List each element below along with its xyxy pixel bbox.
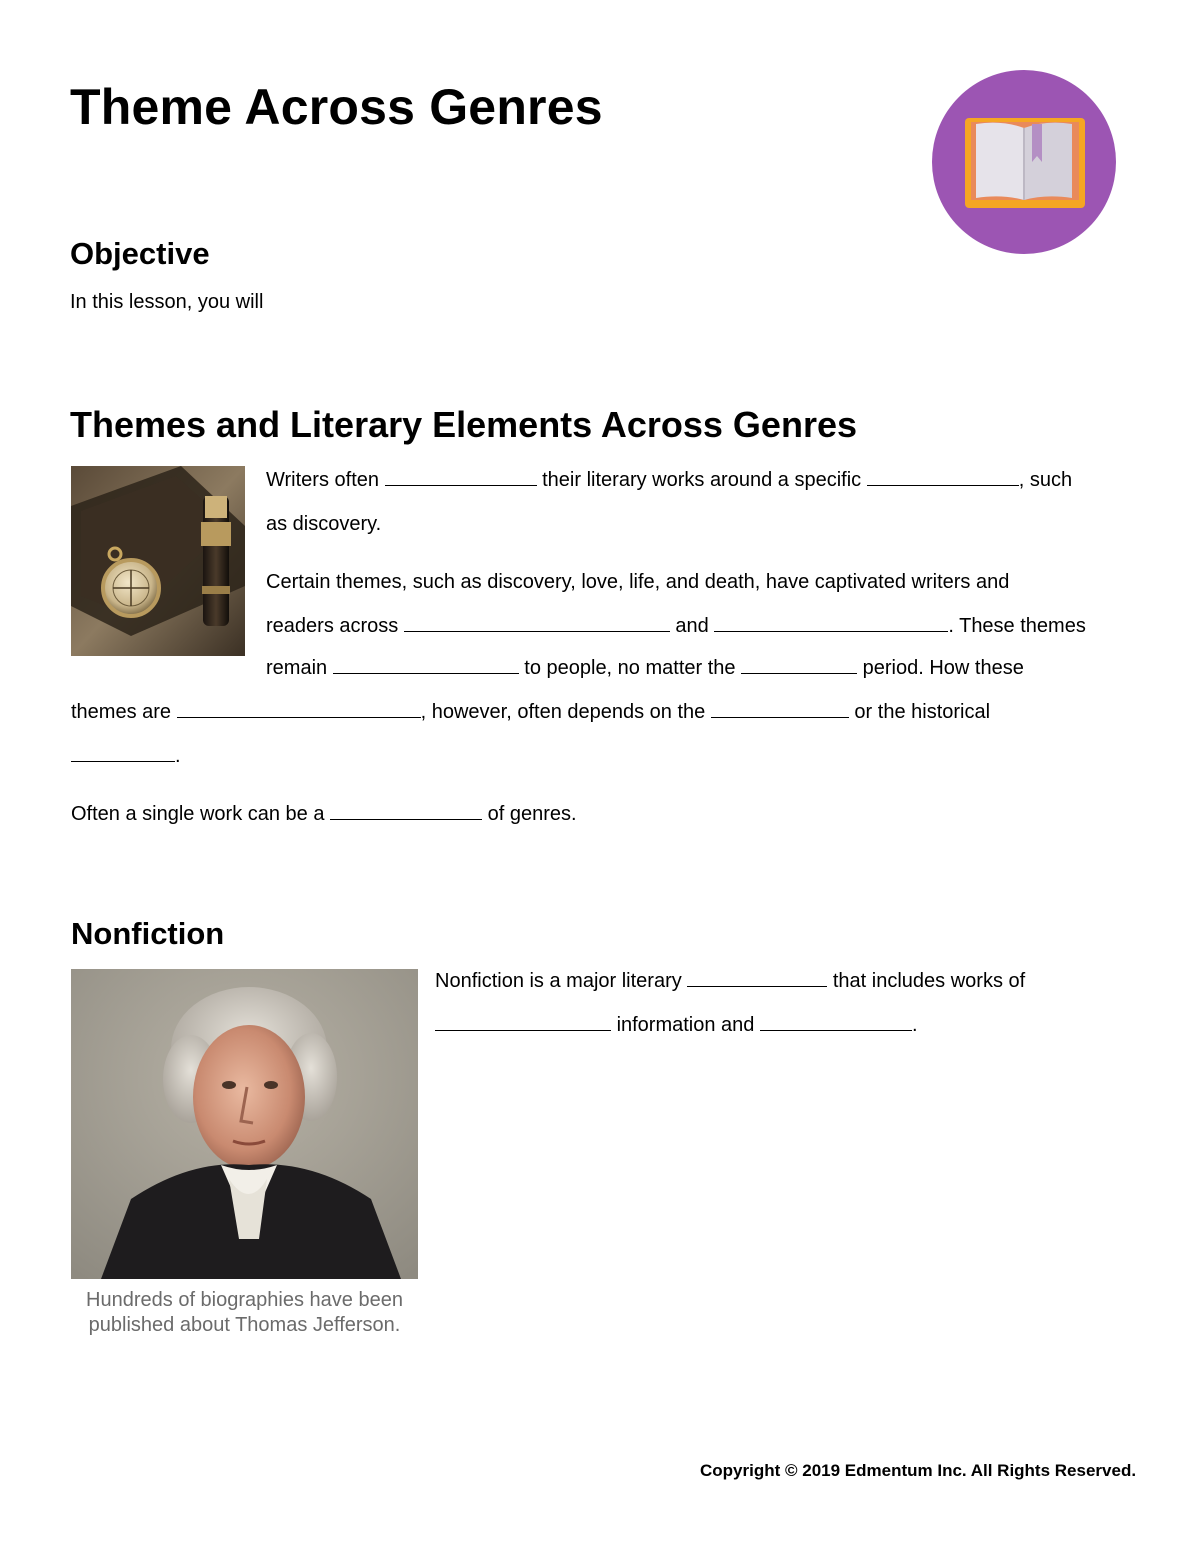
themes-p2-text: , however, often depends on the	[420, 701, 706, 723]
themes-p2-text: readers across	[266, 615, 399, 637]
compass-telescope-photo	[71, 466, 245, 656]
themes-p2-line2	[266, 616, 1086, 636]
copyright-footer: Copyright © 2019 Edmentum Inc. All Rights Reserved.	[700, 1461, 1137, 1480]
fill-blank[interactable]	[760, 1016, 912, 1031]
fill-blank[interactable]	[711, 703, 849, 718]
themes-p2-text: . These themes	[948, 615, 1086, 637]
themes-p3	[71, 804, 577, 824]
themes-p3-text: of genres.	[487, 803, 577, 825]
fill-blank[interactable]	[741, 659, 857, 674]
nonfiction-line1	[435, 971, 1025, 991]
themes-p1-line2: as discovery.	[266, 513, 382, 535]
fill-blank[interactable]	[435, 1016, 611, 1031]
themes-p2-line1: Certain themes, such as discovery, love, life, and death, have captivated writers and	[266, 571, 1010, 593]
fill-blank[interactable]	[71, 747, 175, 762]
themes-p1-line1	[266, 470, 1072, 490]
themes-p2-text: period. How these	[862, 657, 1024, 679]
lesson-badge	[932, 70, 1116, 254]
fill-blank[interactable]	[867, 471, 1019, 486]
themes-p2-line4	[71, 702, 990, 722]
open-book-icon	[932, 70, 1116, 254]
nonfiction-heading: Nonfiction	[71, 916, 225, 951]
fill-blank[interactable]	[404, 617, 670, 632]
themes-p2-line5	[71, 746, 181, 766]
themes-p2-text: remain	[266, 657, 328, 679]
caption-line: Hundreds of biographies have been	[86, 1289, 403, 1311]
portrait-caption	[71, 1288, 418, 1338]
thomas-jefferson-portrait	[71, 969, 418, 1279]
objective-text: In this lesson, you will	[70, 291, 264, 313]
themes-heading: Themes and Literary Elements Across Genres	[70, 404, 857, 445]
themes-p2-text: themes are	[71, 701, 172, 723]
themes-p2-text: to people, no matter the	[524, 657, 736, 679]
themes-p2-text: and	[675, 615, 709, 637]
fill-blank[interactable]	[714, 617, 948, 632]
nonfiction-text: information and	[616, 1014, 755, 1036]
themes-p1-text-c: , such	[1018, 469, 1073, 491]
fill-blank[interactable]	[385, 471, 537, 486]
nonfiction-text: that includes works of	[832, 970, 1026, 992]
themes-p2-text: or the historical	[854, 701, 991, 723]
nonfiction-text: Nonfiction is a major literary	[435, 970, 682, 992]
themes-p3-text: Often a single work can be a	[71, 803, 325, 825]
fill-blank[interactable]	[687, 972, 827, 987]
themes-p2-line3	[266, 658, 1024, 678]
nonfiction-text: .	[912, 1014, 918, 1036]
fill-blank[interactable]	[330, 805, 482, 820]
fill-blank[interactable]	[333, 659, 519, 674]
themes-p2-text: .	[175, 745, 181, 767]
objective-heading: Objective	[70, 236, 210, 271]
themes-p1-text-a: Writers often	[266, 469, 379, 491]
page-title: Theme Across Genres	[70, 79, 603, 135]
caption-line: published about Thomas Jefferson.	[88, 1314, 401, 1336]
themes-p1-text-b: their literary works around a specific	[542, 469, 862, 491]
nonfiction-line2	[435, 1015, 918, 1035]
fill-blank[interactable]	[177, 703, 421, 718]
